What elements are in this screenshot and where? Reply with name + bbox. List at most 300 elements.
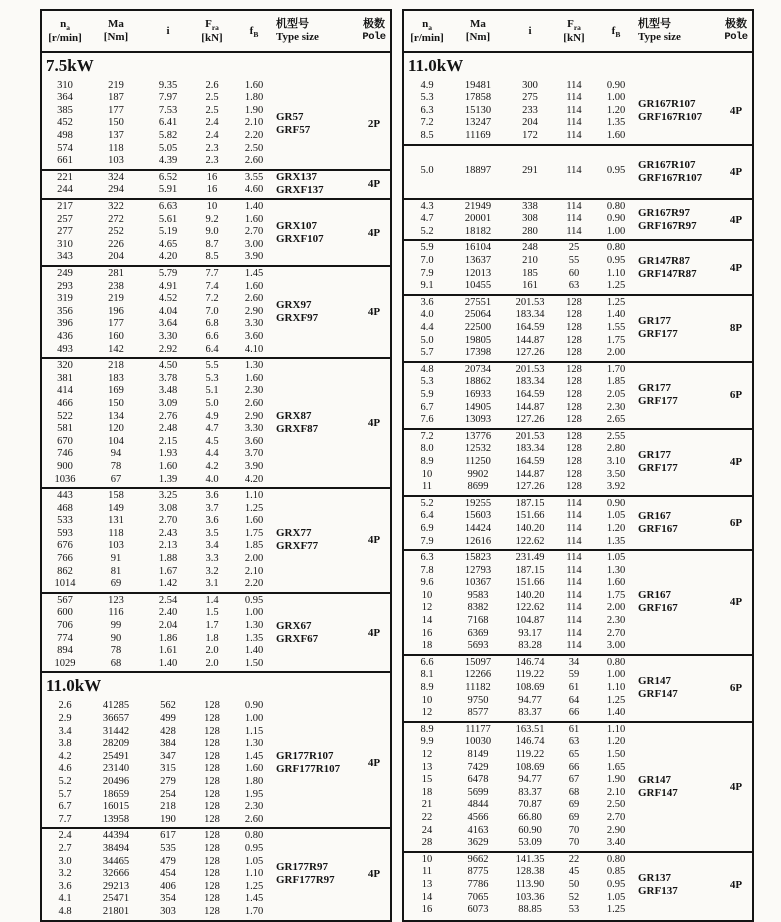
cell-na: 310 <box>57 79 73 91</box>
cell-ma: 7429 <box>467 761 489 773</box>
cell-ratio: 201.53 <box>515 430 545 442</box>
group-rows <box>404 656 638 721</box>
cell-na: 396 <box>57 318 73 330</box>
cell-fb: 1.60 <box>244 79 264 91</box>
cell-fra: 25 <box>568 242 580 254</box>
cell-ma: 19805 <box>464 334 492 346</box>
data-row <box>404 695 638 708</box>
data-row <box>404 657 638 670</box>
data-row <box>42 566 276 579</box>
cell-na: 6.6 <box>420 656 434 668</box>
cell-ratio: 280 <box>522 225 538 237</box>
data-row <box>404 682 638 695</box>
cell-na: 670 <box>57 435 73 447</box>
cell-ma: 118 <box>108 527 124 539</box>
cell-ratio: 1.86 <box>158 632 178 644</box>
model-group-GR57 <box>42 79 390 169</box>
cell-ma: 8149 <box>467 749 489 760</box>
data-row <box>42 633 276 646</box>
power-heading: 7.5kW <box>46 55 94 75</box>
header-en-label: Type size <box>276 31 319 44</box>
cell-na: 766 <box>57 553 73 565</box>
cell-fb: 1.40 <box>606 707 626 719</box>
power-heading: 11.0kW <box>408 55 464 75</box>
data-row <box>404 590 638 603</box>
cell-ma: 177 <box>108 318 124 330</box>
cell-ma: 142 <box>108 343 124 355</box>
data-row <box>404 774 638 787</box>
group-rows <box>42 171 276 198</box>
header-unit: [r/min] <box>48 31 82 44</box>
cell-fb: 1.10 <box>244 868 264 880</box>
cell-ratio: 275 <box>522 92 538 104</box>
cell-na: 1029 <box>54 657 76 669</box>
type-size-label <box>638 430 721 495</box>
left-table <box>40 9 392 922</box>
data-row <box>42 398 276 411</box>
cell-fb: 1.45 <box>244 893 264 905</box>
cell-na: 7.9 <box>420 267 434 279</box>
cell-fra: 128 <box>204 842 220 854</box>
data-row <box>404 165 638 178</box>
cell-fra: 128 <box>204 905 220 917</box>
cell-ma: 25491 <box>102 750 130 762</box>
type-size-label <box>276 359 359 487</box>
data-row <box>404 481 638 494</box>
type-size-line: GR167R97 <box>638 206 690 219</box>
data-row <box>42 789 276 802</box>
data-row <box>404 879 638 892</box>
model-group-GR167R97 <box>404 198 752 240</box>
cell-ma: 20734 <box>464 363 492 375</box>
cell-ma: 3629 <box>467 837 489 849</box>
type-size-line: GR167R107 <box>638 98 696 111</box>
cell-fb: 1.25 <box>606 904 626 916</box>
cell-fra: 52 <box>568 891 580 903</box>
header-unit: [Nm] <box>465 31 491 44</box>
cell-ratio: 94.77 <box>518 694 542 706</box>
type-size-line: GRX87 <box>276 410 312 423</box>
cell-fra: 3.5 <box>205 527 219 539</box>
cell-ma: 25471 <box>102 893 130 905</box>
cell-ma: 13958 <box>102 813 130 825</box>
cell-na: 4.9 <box>420 79 434 91</box>
cell-ma: 104 <box>108 435 124 447</box>
cell-fb: 1.05 <box>606 891 626 903</box>
type-size-line: GR177 <box>638 382 671 395</box>
cell-ma: 18897 <box>464 165 492 177</box>
cell-fb: 1.05 <box>606 510 626 522</box>
cell-ratio: 1.61 <box>158 645 178 657</box>
cell-fb: 4.20 <box>244 473 264 485</box>
cell-fb: 3.90 <box>244 460 264 472</box>
type-size-line: GR147R87 <box>638 254 690 267</box>
cell-ratio: 104.87 <box>515 615 545 627</box>
cell-fb: 0.90 <box>244 700 264 712</box>
cell-ratio: 119.22 <box>515 749 545 760</box>
cell-ma: 27551 <box>464 296 492 308</box>
cell-fb: 1.00 <box>244 713 264 724</box>
cell-fb: 3.70 <box>244 448 264 460</box>
group-rows <box>42 829 276 919</box>
type-size-line: GR137 <box>638 872 671 885</box>
cell-ma: 324 <box>108 171 124 183</box>
data-row <box>42 411 276 424</box>
group-rows <box>404 497 638 549</box>
cell-fb: 1.10 <box>244 490 264 502</box>
cell-ratio: 3.30 <box>158 330 178 342</box>
cell-fb: 2.30 <box>606 615 626 627</box>
cell-na: 498 <box>57 130 73 142</box>
type-size-line: GRF167 <box>638 522 678 535</box>
cell-ratio: 535 <box>160 842 176 854</box>
header-symbol: $n_a$ <box>422 18 432 33</box>
cell-ma: 10455 <box>464 280 492 292</box>
cell-fra: 53 <box>568 904 580 916</box>
cell-fb: 1.30 <box>244 360 264 372</box>
cell-fra: 1.4 <box>205 594 219 606</box>
cell-na: 8.9 <box>420 682 434 694</box>
cell-ratio: 183.34 <box>515 309 545 321</box>
cell-fb: 1.50 <box>606 749 626 760</box>
cell-fb: 1.80 <box>244 92 264 104</box>
data-row <box>42 814 276 827</box>
cell-ma: 7786 <box>467 878 489 890</box>
cell-fra: 128 <box>204 830 220 842</box>
pole-label: 4P <box>367 534 381 547</box>
cell-fra: 128 <box>566 455 582 467</box>
cell-fra: 4.7 <box>205 423 219 435</box>
cell-na: 24 <box>421 824 433 836</box>
group-rows <box>404 200 638 240</box>
cell-fra: 7.4 <box>205 280 219 292</box>
cell-ma: 7168 <box>467 615 489 627</box>
cell-na: 8.9 <box>420 723 434 735</box>
cell-fra: 8.5 <box>205 251 219 263</box>
cell-fra: 128 <box>566 322 582 333</box>
cell-fb: 1.15 <box>244 725 264 737</box>
cell-fb: 1.40 <box>244 645 264 657</box>
model-group-GR147 <box>404 721 752 851</box>
cell-na: 862 <box>57 565 73 577</box>
cell-fra: 6.8 <box>205 318 219 330</box>
group-rows <box>404 551 638 654</box>
cell-ma: 169 <box>108 385 124 397</box>
cell-ma: 219 <box>108 293 124 305</box>
cell-fb: 0.95 <box>606 255 626 267</box>
cell-fb: 0.85 <box>606 866 626 878</box>
cell-ma: 4566 <box>467 811 489 823</box>
data-row <box>42 906 276 919</box>
pole-label: 4P <box>729 165 743 178</box>
group-rows <box>42 699 276 827</box>
cell-fra: 2.0 <box>205 657 219 669</box>
cell-na: 522 <box>57 410 73 422</box>
cell-ratio: 66.80 <box>518 811 542 823</box>
cell-fra: 114 <box>566 589 582 601</box>
type-size-label <box>638 853 721 918</box>
data-row <box>42 130 276 143</box>
cell-na: 10 <box>421 853 433 865</box>
cell-ma: 14424 <box>464 522 492 534</box>
data-row <box>404 825 638 838</box>
cell-ratio: 2.15 <box>158 435 178 447</box>
cell-ratio: 7.97 <box>158 92 178 104</box>
cell-na: 443 <box>57 490 73 502</box>
cell-na: 18 <box>421 640 433 652</box>
cell-fb: 1.85 <box>244 540 264 552</box>
cell-na: 364 <box>57 92 73 104</box>
cell-na: 385 <box>57 104 73 116</box>
type-size-label <box>638 723 721 851</box>
cell-fra: 69 <box>568 811 580 823</box>
cell-ratio: 187.15 <box>515 497 545 509</box>
cell-fb: 1.30 <box>244 738 264 750</box>
cell-ratio: 248 <box>522 242 538 254</box>
cell-ma: 18182 <box>464 225 492 237</box>
cell-na: 574 <box>57 142 73 154</box>
cell-fra: 3.7 <box>205 502 219 514</box>
type-size-line: GRX97 <box>276 299 312 312</box>
cell-ma: 21949 <box>464 200 492 212</box>
cell-fra: 67 <box>568 774 580 786</box>
cell-ratio: 9.35 <box>158 79 178 91</box>
cell-na: 310 <box>57 238 73 250</box>
model-group-GR177 <box>404 361 752 428</box>
model-group-GR167R107 <box>404 79 752 144</box>
data-row <box>42 184 276 197</box>
cell-fb: 2.20 <box>244 578 264 590</box>
cell-fra: 128 <box>204 855 220 867</box>
cell-fb: 0.80 <box>606 200 626 212</box>
pole-label: 6P <box>729 516 743 529</box>
data-row <box>404 431 638 444</box>
data-row <box>42 331 276 344</box>
cell-na: 9.9 <box>420 736 434 748</box>
cell-fb: 0.80 <box>244 830 264 842</box>
cell-na: 493 <box>57 343 73 355</box>
cell-na: 10 <box>421 468 433 480</box>
cell-na: 249 <box>57 268 73 279</box>
cell-ratio: 5.05 <box>158 142 178 154</box>
model-group-GR167R107 <box>404 144 752 198</box>
cell-na: 343 <box>57 251 73 263</box>
cell-fra: 60 <box>568 267 580 279</box>
cell-na: 567 <box>57 594 73 606</box>
data-row <box>42 738 276 751</box>
cell-na: 6.7 <box>58 801 72 813</box>
cell-fra: 128 <box>566 296 582 308</box>
cell-na: 12 <box>421 749 433 760</box>
cell-ratio: 454 <box>160 868 176 880</box>
header-unit: [r/min] <box>410 31 444 44</box>
cell-ratio: 108.69 <box>515 682 545 694</box>
cell-ma: 150 <box>108 397 124 409</box>
cell-ma: 18659 <box>102 788 130 800</box>
cell-fb: 2.65 <box>606 414 626 426</box>
cell-fb: 1.20 <box>606 736 626 748</box>
cell-na: 4.3 <box>420 200 434 212</box>
cell-fra: 5.3 <box>205 372 219 384</box>
cell-fb: 2.90 <box>244 305 264 317</box>
data-row <box>42 268 276 281</box>
cell-fra: 1.8 <box>205 632 219 644</box>
cell-fra: 114 <box>566 552 582 564</box>
data-row <box>404 117 638 130</box>
data-row <box>42 239 276 252</box>
data-row <box>42 553 276 566</box>
data-row <box>404 510 638 523</box>
cell-ratio: 70.87 <box>518 799 542 811</box>
cell-fra: 114 <box>566 92 582 104</box>
type-size-line: GR177 <box>638 315 671 328</box>
cell-ratio: 384 <box>160 738 176 750</box>
cell-ratio: 3.08 <box>158 502 178 514</box>
cell-fb: 2.70 <box>606 811 626 823</box>
data-row <box>404 335 638 348</box>
data-row <box>404 724 638 737</box>
type-size-line: GR167 <box>638 589 671 602</box>
cell-na: 14 <box>421 615 433 627</box>
data-row <box>404 443 638 456</box>
pole-label: 4P <box>367 417 381 430</box>
cell-na: 6.7 <box>420 401 434 413</box>
cell-ma: 116 <box>108 607 124 619</box>
cell-ratio: 1.60 <box>158 460 178 472</box>
cell-na: 5.0 <box>420 334 434 346</box>
data-row <box>404 707 638 720</box>
cell-ratio: 303 <box>160 905 176 917</box>
type-size-label <box>638 79 721 144</box>
cell-fra: 128 <box>566 468 582 480</box>
cell-fra: 128 <box>566 443 582 455</box>
type-size-line: GR57 <box>276 110 304 123</box>
cell-fra: 114 <box>566 497 582 509</box>
cell-fra: 128 <box>204 801 220 813</box>
type-size-line: GR147 <box>638 773 671 786</box>
cell-fra: 70 <box>568 824 580 836</box>
cell-na: 4.1 <box>58 893 72 905</box>
data-row <box>404 213 638 226</box>
data-row <box>42 726 276 739</box>
cell-ma: 18862 <box>464 376 492 388</box>
data-row <box>42 763 276 776</box>
pole-label: 4P <box>729 261 743 274</box>
data-row <box>404 347 638 360</box>
type-size-line: GRXF137 <box>276 184 324 197</box>
cell-ma: 13247 <box>464 117 492 129</box>
cell-ma: 12013 <box>464 267 492 279</box>
cell-ma: 294 <box>108 184 124 196</box>
header-ratio <box>506 18 554 45</box>
cell-fb: 2.05 <box>606 388 626 400</box>
cell-ratio: 127.26 <box>515 414 545 426</box>
data-row <box>42 645 276 658</box>
header-type-size <box>276 18 359 45</box>
cell-ratio: 479 <box>160 855 176 867</box>
type-size-label <box>276 594 359 672</box>
cell-fra: 114 <box>566 213 582 225</box>
cell-ma: 68 <box>110 657 122 669</box>
cell-na: 9.6 <box>420 577 434 589</box>
cell-ma: 238 <box>108 280 124 292</box>
type-size-label <box>276 829 359 919</box>
cell-ratio: 5.82 <box>158 130 178 142</box>
cell-ratio: 4.65 <box>158 238 178 250</box>
type-size-line: GRXF67 <box>276 632 319 645</box>
cell-fb: 1.75 <box>244 527 264 539</box>
cell-na: 5.2 <box>58 775 72 787</box>
data-row <box>42 658 276 671</box>
type-size-label <box>638 146 721 198</box>
cell-na: 468 <box>57 502 73 514</box>
cell-na: 4.2 <box>58 750 72 762</box>
cell-ma: 118 <box>108 142 124 154</box>
type-size-line: GRX67 <box>276 619 312 632</box>
cell-ratio: 5.79 <box>158 268 178 279</box>
cell-ratio: 201.53 <box>515 296 545 308</box>
cell-ratio: 172 <box>522 130 538 142</box>
data-row <box>404 80 638 93</box>
cell-ratio: 315 <box>160 763 176 775</box>
data-row <box>404 866 638 879</box>
cell-fra: 63 <box>568 736 580 748</box>
type-size-line: GRF57 <box>276 123 311 136</box>
cell-fb: 1.70 <box>606 363 626 375</box>
cell-fra: 2.4 <box>205 117 219 129</box>
cell-fra: 1.7 <box>205 620 219 632</box>
cell-ratio: 6.52 <box>158 171 178 183</box>
cell-ma: 34465 <box>102 855 130 867</box>
cell-ratio: 4.50 <box>158 360 178 372</box>
cell-ratio: 2.04 <box>158 620 178 632</box>
pole-label: 6P <box>729 682 743 695</box>
cell-ratio: 103.36 <box>515 891 545 903</box>
cell-fb: 2.00 <box>606 347 626 359</box>
cell-ratio: 3.09 <box>158 397 178 409</box>
cell-ma: 12266 <box>464 669 492 681</box>
cell-ratio: 338 <box>522 200 538 212</box>
cell-fra: 4.2 <box>205 460 219 472</box>
cell-na: 18 <box>421 786 433 798</box>
data-row <box>404 615 638 628</box>
cell-ma: 103 <box>108 155 124 167</box>
data-row <box>42 143 276 156</box>
header-symbol: Ma <box>470 18 486 31</box>
cell-ratio: 291 <box>522 165 538 177</box>
cell-na: 320 <box>57 360 73 372</box>
cell-ratio: 190 <box>160 813 176 825</box>
data-row <box>42 436 276 449</box>
group-rows <box>404 363 638 428</box>
cell-fra: 114 <box>566 104 582 116</box>
data-row <box>42 540 276 553</box>
cell-ratio: 122.62 <box>515 602 545 614</box>
cell-ma: 322 <box>108 201 124 213</box>
type-size-label <box>638 296 721 361</box>
data-row <box>42 843 276 856</box>
header-symbol: Ma <box>108 18 124 31</box>
data-row <box>404 105 638 118</box>
cell-fb: 1.40 <box>244 201 264 213</box>
cell-ratio: 113.90 <box>515 878 545 890</box>
cell-ma: 11177 <box>465 723 491 735</box>
cell-na: 414 <box>57 385 73 397</box>
type-size-line: GRF167R97 <box>638 219 697 232</box>
cell-fra: 66 <box>568 707 580 719</box>
cell-na: 293 <box>57 280 73 292</box>
cell-fb: 2.60 <box>244 293 264 305</box>
